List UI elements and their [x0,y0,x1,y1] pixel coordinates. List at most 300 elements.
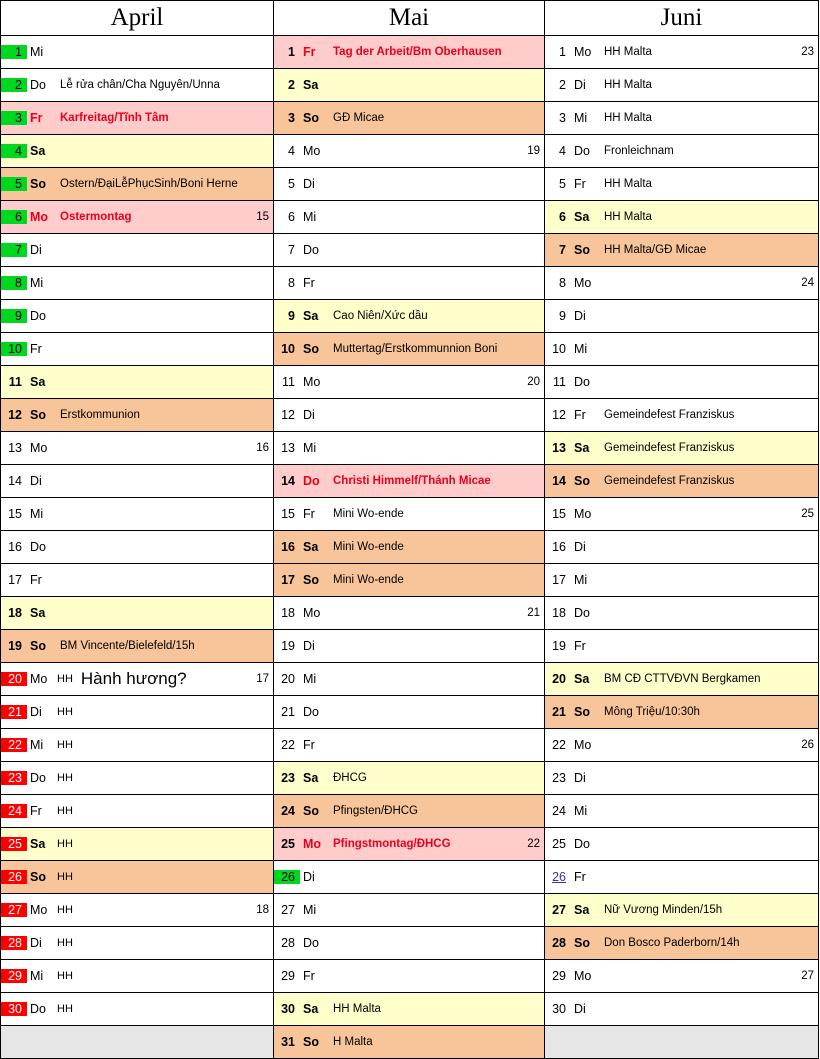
calendar-row [1,366,819,399]
day-number: 8 [559,276,566,290]
day-of-week: Sa [303,78,319,92]
calendar-day-cell[interactable] [1,498,274,531]
day-number: 24 [281,804,295,818]
day-of-week: Di [30,936,42,950]
calendar-day-cell[interactable] [1,267,274,300]
calendar-day-cell[interactable] [274,828,545,861]
calendar-day-cell[interactable] [274,597,545,630]
day-event-text: Cao Niên/Xức dầu [333,309,428,322]
day-of-week: Fr [303,507,315,521]
calendar-row [1,201,819,234]
calendar-day-cell[interactable] [545,300,819,333]
day-marker-hh: HH [57,739,73,751]
day-number: 4 [1,144,27,158]
calendar-day-cell[interactable] [545,168,819,201]
day-number: 6 [1,210,27,224]
day-number: 15 [8,507,22,521]
day-of-week: So [303,573,319,587]
calendar-row [1,861,819,894]
day-marker-hh: HH [57,970,73,982]
calendar-day-cell[interactable] [274,696,545,729]
day-of-week: Mo [574,276,592,290]
day-of-week: Do [574,144,590,158]
month-header-juni: Juni [545,1,819,36]
calendar-day-cell[interactable] [1,894,274,927]
calendar-day-cell[interactable] [1,201,274,234]
day-event-text: BM CĐ CTTVĐVN Bergkamen [604,672,761,685]
day-of-week: Do [30,309,46,323]
day-of-week: Fr [30,804,42,818]
day-marker-hh: HH [57,838,73,850]
day-number: 13 [552,441,566,455]
calendar-day-cell[interactable] [274,960,545,993]
calendar-day-cell[interactable] [274,201,545,234]
day-of-week: Sa [574,672,590,686]
calendar-day-cell[interactable] [1,564,274,597]
calendar-day-cell[interactable] [274,663,545,696]
day-number: 4 [288,144,295,158]
day-event-text: HH Malta [604,78,652,91]
day-number: 13 [281,441,295,455]
day-marker-hh: HH [57,937,73,949]
calendar-day-cell[interactable] [274,69,545,102]
week-number: 16 [256,442,269,454]
calendar-header-row [1,1,819,36]
calendar-day-cell[interactable] [274,993,545,1026]
calendar-day-cell[interactable] [274,168,545,201]
day-of-week: Di [30,474,42,488]
day-of-week: Mi [30,276,44,290]
day-event-text: Mini Wo-ende [333,540,404,553]
calendar-cell-empty [545,1026,819,1059]
calendar-row [1,135,819,168]
day-number: 17 [8,573,22,587]
day-of-week: Fr [30,342,42,356]
calendar-day-cell[interactable] [545,531,819,564]
day-of-week: Fr [30,573,42,587]
calendar-day-cell[interactable] [545,729,819,762]
day-of-week: Fr [574,177,586,191]
day-number: 10 [552,342,566,356]
day-event-text: Mông Triệu/10:30h [604,705,700,718]
day-of-week: Fr [574,870,586,884]
calendar-day-cell[interactable] [1,927,274,960]
calendar-day-cell[interactable] [274,1026,545,1059]
week-number: 20 [527,376,540,388]
day-event-text: Mini Wo-ende [333,507,404,520]
calendar-day-cell[interactable] [274,432,545,465]
calendar-row [1,36,819,69]
day-of-week: Di [30,705,42,719]
day-event-text: HH Malta [333,1002,381,1015]
day-of-week: Fr [303,276,315,290]
day-number: 11 [553,375,566,389]
day-event-text: HH Malta/GĐ Micae [604,243,707,256]
calendar-day-cell[interactable] [545,927,819,960]
calendar-row [1,696,819,729]
day-number: 7 [559,243,566,257]
day-of-week: Mo [30,441,48,455]
day-number: 14 [8,474,22,488]
calendar-day-cell[interactable] [274,564,545,597]
calendar-row [1,597,819,630]
calendar-day-cell[interactable] [545,399,819,432]
calendar-day-cell[interactable] [545,828,819,861]
calendar-day-cell[interactable] [1,168,274,201]
day-of-week: Sa [303,540,319,554]
day-of-week: Do [574,375,590,389]
calendar-row [1,465,819,498]
day-of-week: Di [303,408,315,422]
calendar-day-cell[interactable] [545,465,819,498]
calendar-day-cell[interactable] [274,894,545,927]
calendar-row [1,432,819,465]
day-number: 17 [281,573,295,587]
calendar-day-cell[interactable] [274,267,545,300]
week-number: 23 [801,46,814,58]
day-of-week: Sa [30,375,46,389]
day-number: 17 [552,573,566,587]
calendar-day-cell[interactable] [545,201,819,234]
day-number: 15 [281,507,295,521]
day-number: 11 [282,375,295,389]
day-event-text: Pfingsten/ĐHCG [333,804,419,817]
calendar-day-cell[interactable] [1,333,274,366]
calendar-row [1,630,819,663]
calendar-row [1,795,819,828]
day-event-text: HH Malta [604,111,652,124]
calendar-row [1,927,819,960]
calendar-day-cell[interactable] [545,960,819,993]
day-number: 23 [281,771,295,785]
day-number: 12 [281,408,295,422]
calendar-day-cell[interactable] [274,762,545,795]
day-of-week: Di [574,771,586,785]
day-number: 4 [559,144,566,158]
day-number: 19 [552,639,566,653]
day-number: 16 [281,540,295,554]
calendar-day-cell[interactable] [545,366,819,399]
calendar-day-cell[interactable] [1,135,274,168]
day-of-week: Mi [574,342,588,356]
calendar-day-cell[interactable] [274,234,545,267]
day-number: 28 [281,936,295,950]
day-number: 27 [281,903,295,917]
day-number: 19 [281,639,295,653]
week-number: 27 [801,970,814,982]
calendar-day-cell[interactable] [1,531,274,564]
day-of-week: So [30,177,46,191]
day-of-week: Mo [303,837,322,851]
day-of-week: Mi [574,573,588,587]
day-number: 26 [1,870,27,884]
day-event-text: Fronleichnam [604,144,674,157]
day-of-week: Do [30,540,46,554]
calendar-day-cell[interactable] [1,762,274,795]
day-number: 5 [559,177,566,191]
day-event-text: GĐ Micae [333,111,385,124]
day-marker-hh: HH [57,673,73,685]
week-number: 21 [527,607,540,619]
calendar-day-cell[interactable] [274,465,545,498]
calendar-row [1,333,819,366]
day-of-week: Do [303,243,319,257]
day-number-link[interactable]: 26 [552,870,566,884]
day-of-week: So [30,639,46,653]
calendar-day-cell[interactable] [274,498,545,531]
day-of-week: Do [574,837,590,851]
day-of-week: Do [30,771,46,785]
day-number: 31 [281,1035,295,1049]
day-number: 20 [281,672,295,686]
calendar-day-cell[interactable] [1,234,274,267]
calendar-day-cell[interactable] [1,696,274,729]
month-header-mai: Mai [274,1,545,36]
day-of-week: So [574,474,590,488]
calendar-row [1,993,819,1026]
day-of-week: Mo [303,144,321,158]
day-of-week: So [574,936,590,950]
calendar-row [1,300,819,333]
calendar-day-cell[interactable] [545,762,819,795]
day-of-week: Mo [303,375,321,389]
calendar-day-cell[interactable] [545,135,819,168]
calendar-day-cell[interactable] [1,795,274,828]
day-number: 5 [288,177,295,191]
calendar-day-cell[interactable] [274,861,545,894]
calendar-day-cell[interactable] [274,795,545,828]
day-event-text: Hành hương? [80,669,187,689]
day-number: 18 [8,606,22,620]
day-number: 29 [1,969,27,983]
day-of-week: Di [574,1002,586,1016]
calendar-day-cell[interactable] [545,498,819,531]
calendar-day-cell[interactable] [274,729,545,762]
day-of-week: Mi [30,45,44,59]
day-marker-hh: HH [57,871,73,883]
day-number: 29 [281,969,295,983]
calendar-day-cell[interactable] [545,267,819,300]
calendar-row [1,663,819,696]
day-number: 27 [1,903,27,917]
day-of-week: Do [30,1002,46,1016]
day-of-week: Di [574,78,586,92]
day-of-week: Fr [303,45,316,59]
day-number: 6 [288,210,295,224]
day-marker-hh: HH [57,805,73,817]
day-number: 10 [1,342,27,356]
day-event-text: Tag der Arbeit/Bm Oberhausen [333,45,502,58]
month-header-april: April [1,1,274,36]
day-number: 22 [1,738,27,752]
day-number: 16 [8,540,22,554]
calendar-day-cell[interactable] [1,300,274,333]
calendar-day-cell[interactable] [274,366,545,399]
calendar-day-cell[interactable] [1,102,274,135]
calendar-row [1,531,819,564]
calendar-day-cell[interactable] [274,333,545,366]
calendar-day-cell[interactable] [274,531,545,564]
day-of-week: Fr [574,408,586,422]
day-number: 12 [8,408,22,422]
day-event-text: Erstkommunion [60,408,140,421]
day-number: 15 [552,507,566,521]
calendar-day-cell[interactable] [545,663,819,696]
day-number: 22 [552,738,566,752]
day-number: 6 [559,210,566,224]
day-of-week: Sa [303,771,319,785]
calendar-day-cell[interactable] [274,300,545,333]
day-of-week: Sa [574,903,590,917]
calendar-day-cell[interactable] [1,630,274,663]
calendar-day-cell[interactable] [545,597,819,630]
calendar-day-cell[interactable] [545,432,819,465]
day-number: 18 [281,606,295,620]
day-of-week: Di [303,177,315,191]
calendar-day-cell[interactable] [545,69,819,102]
calendar-day-cell[interactable] [274,36,545,69]
day-number: 30 [552,1002,566,1016]
day-of-week: Mo [30,672,48,686]
day-number: 3 [1,111,27,125]
day-of-week: So [574,243,590,257]
calendar-day-cell[interactable] [545,564,819,597]
day-event-text: HH Malta [604,45,652,58]
day-number: 16 [552,540,566,554]
day-event-text: Muttertag/Erstkommunnion Boni [333,342,498,355]
calendar-day-cell[interactable] [274,135,545,168]
week-number: 22 [527,838,540,850]
day-number: 30 [1,1002,27,1016]
calendar-day-cell[interactable] [545,861,819,894]
day-number: 19 [8,639,22,653]
day-of-week: Mo [30,903,48,917]
calendar-day-cell[interactable] [1,366,274,399]
day-number: 30 [281,1002,295,1016]
calendar-day-cell[interactable] [545,795,819,828]
day-number: 24 [552,804,566,818]
day-number: 22 [281,738,295,752]
day-of-week: Mo [574,45,592,59]
calendar-day-cell[interactable] [274,630,545,663]
day-of-week: Mi [30,507,44,521]
day-event-text: H Malta [333,1035,373,1048]
calendar-body [1,36,819,1059]
day-event-text: HH Malta [604,210,652,223]
day-of-week: Mi [303,441,317,455]
day-event-text: Lễ rửa chân/Cha Nguyên/Unna [60,78,220,91]
day-number: 28 [552,936,566,950]
day-number: 24 [1,804,27,818]
calendar-day-cell[interactable] [1,993,274,1026]
calendar-day-cell[interactable] [545,234,819,267]
calendar-day-cell[interactable] [274,399,545,432]
calendar-row [1,960,819,993]
day-of-week: Fr [303,738,315,752]
calendar-day-cell[interactable] [545,993,819,1026]
calendar-day-cell[interactable] [545,333,819,366]
day-of-week: Sa [574,210,590,224]
day-event-text: Gemeindefest Franziskus [604,441,735,454]
day-event-text: Mini Wo-ende [333,573,404,586]
calendar-day-cell[interactable] [1,399,274,432]
day-number: 2 [559,78,566,92]
calendar-row [1,399,819,432]
day-of-week: Do [303,474,320,488]
day-event-text: BM Vincente/Bielefeld/15h [60,639,195,652]
calendar-day-cell[interactable] [545,894,819,927]
day-number: 7 [288,243,295,257]
day-marker-hh: HH [57,772,73,784]
day-of-week: Mi [30,738,44,752]
day-of-week: Do [303,936,319,950]
calendar-day-cell[interactable] [545,102,819,135]
day-of-week: So [30,408,46,422]
calendar-day-cell[interactable] [1,729,274,762]
calendar-day-cell[interactable] [1,432,274,465]
day-of-week: So [574,705,590,719]
day-number: 5 [1,177,27,191]
day-number: 21 [281,705,295,719]
calendar-row [1,762,819,795]
calendar-row [1,234,819,267]
calendar-day-cell[interactable] [274,102,545,135]
day-of-week: Do [574,606,590,620]
day-number: 11 [8,375,22,389]
day-event-text: Nữ Vương Minden/15h [604,903,723,916]
calendar-day-cell[interactable] [1,465,274,498]
day-number: 9 [1,309,27,323]
calendar-row [1,1026,819,1059]
day-number: 8 [1,276,27,290]
day-of-week: Sa [303,1002,319,1016]
day-number: 1 [1,45,27,59]
calendar-day-cell[interactable] [545,696,819,729]
calendar-row [1,498,819,531]
calendar-day-cell[interactable] [1,960,274,993]
calendar-row [1,894,819,927]
day-number: 26 [274,870,300,884]
day-of-week: Mi [303,210,317,224]
day-of-week: So [303,342,319,356]
day-event-text: Christi Himmelf/Thánh Micae [333,474,491,487]
day-of-week: Di [30,243,42,257]
day-of-week: Di [574,540,586,554]
day-number: 25 [1,837,27,851]
calendar-day-cell[interactable] [274,927,545,960]
week-number: 18 [256,904,269,916]
calendar-day-cell[interactable] [1,828,274,861]
day-of-week: Do [303,705,319,719]
day-number: 25 [552,837,566,851]
day-number: 21 [1,705,27,719]
calendar-day-cell[interactable] [1,36,274,69]
day-of-week: Mo [574,738,592,752]
day-number: 23 [552,771,566,785]
calendar-day-cell[interactable] [1,597,274,630]
calendar-day-cell[interactable] [1,663,274,696]
day-event-text: Gemeindefest Franziskus [604,408,735,421]
calendar-day-cell[interactable] [545,630,819,663]
calendar-day-cell[interactable] [545,36,819,69]
calendar-row [1,102,819,135]
day-of-week: Sa [30,606,46,620]
day-event-text: Don Bosco Paderborn/14h [604,936,740,949]
day-of-week: Sa [30,144,46,158]
calendar-day-cell[interactable] [1,69,274,102]
calendar-day-cell[interactable] [1,861,274,894]
day-number: 9 [288,309,295,323]
